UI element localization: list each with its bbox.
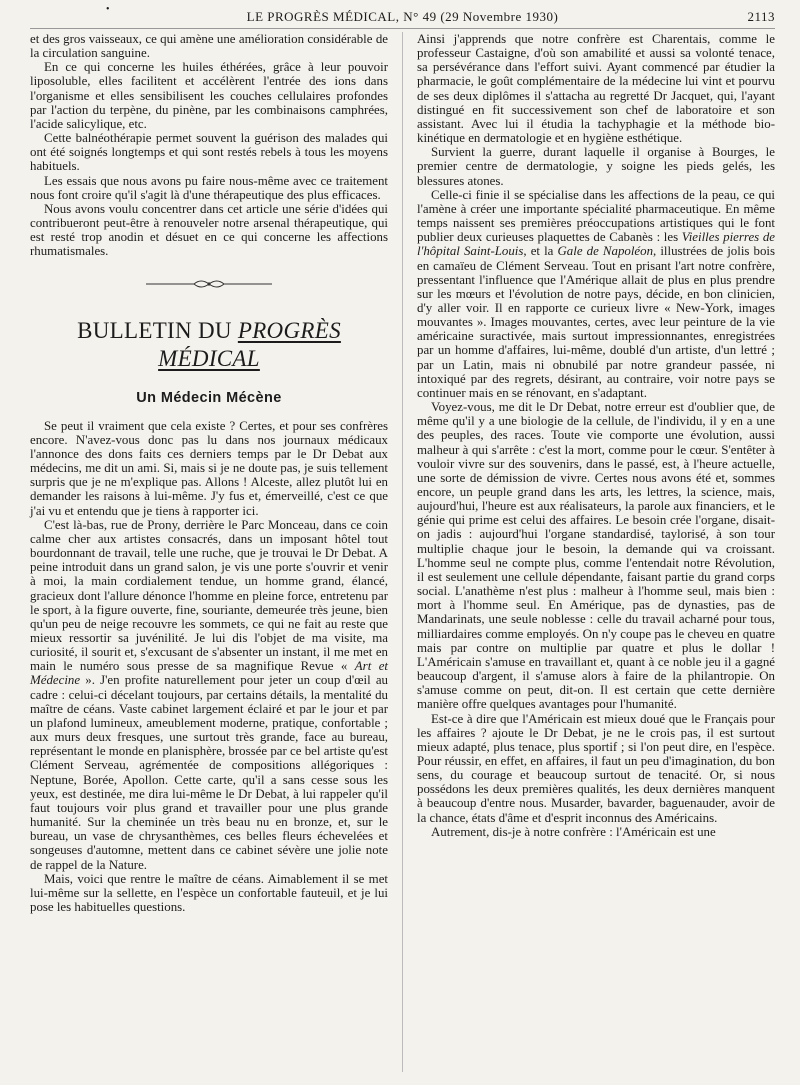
italic-run: Vieilles pierres de l'hôpital Saint-Louis <box>417 230 776 259</box>
text-run: C'est là-bas, rue de Prony, derrière le Parc Monceau, dans ce coin calme cher aux artistes consacrés, dans un imposant hôtel tout bourdonnant de travail, telle une ruche, que je trouvai le Dr Debat. A peine introduit dans un grand salon, je vis une porte s'ouvrir et venir à moi, la main cordialement tendue, un homme grand, élancé, gracieux dont l'allure dénonce l'homme en pleine force, entretenu par le sport, à la figure ouverte, fine, souriante, demeurée très jeune, bien qu'un peu de neige recouvre les sommets, ce qui ne fait au reste que mieux ressortir sa juvénilité. Je lui dis l'objet de ma visite, ma curiosité, il sourit et, s'excusant de s'absenter un instant, il me met en main le numéro sous presse de sa magnifique Revue « <box>30 517 388 674</box>
text-run: ». J'en profite naturellement pour jeter un coup d'œil au cadre : celui-ci décelant toujours, par certains détails, la mentalité du maître de céans. Vaste cabinet largement éclairé et par le jour et par un plafond lumineux, ameublement moderne, pratique, confortable ; aux murs deux fresques, une surtout très grande, face au bureau, représentant le monde en planisphère, brossée par ce bel artiste qu'est Clément Serveau, agrémentée de compositions allégoriques : Neptune, Borée, Apollon. Cette carte, qu'il a sans cesse sous les yeux, est destinée, me dira lui-même le Dr Debat, à lui rappeler qu'il faut toujours voir plus grand et travailler pour une plus grande humanité. Sur la cheminée un très beau nu en bronze, et, sur le bureau, un vase de chrysanthèmes, ces belles fleurs échevelées et songeuses d'automne, mettent dans ce cabinet sévère une jolie note de rappel de la Nature. <box>30 673 388 872</box>
page-number: 2113 <box>747 9 775 24</box>
paragraph: Autrement, dis-je à notre confrère : l'Américain est une <box>431 824 716 839</box>
paragraph: Survient la guerre, durant laquelle il organise à Bourges, le premier centre de dermatologie, y soigne les pieds gelés, les blessures atones. <box>417 145 775 188</box>
paragraph: Les essais que nous avons pu faire nous-même avec ce traitement nous font croire qu'il s'agit là d'une thérapeutique des plus efficaces. <box>30 173 388 202</box>
section-heading <box>30 317 388 373</box>
paragraph: Se peut il vraiment que cela existe ? Certes, et pour ses confrères encore. N'avez-vous donc pas lu dans nos journaux médicaux l'annonce des dons faits ces derniers temps par le Dr Debat aux médecins, me dit un ami. Si, mais si je ne doute pas, je suis tellement surpris que je ne m'explique pas. Allons ! Alceste, allez plutôt lui en demander les raisons à lui-même. J'y fus et, émerveillé, c'est ce que j'ai vu et entendu que je tiens à rapporter ici. <box>30 418 388 518</box>
paragraph: Nous avons voulu concentrer dans cet article une série d'idées qui contribueront peut-être à renouveler notre arsenal thérapeutique, qui est resté trop anodin et désuet en ce qui concerne les affections rhumatismales. <box>30 201 388 259</box>
italic-run: Art et Médecine <box>30 659 388 688</box>
paragraph: Cette balnéothérapie permet souvent la guérison des malades qui ont été soignés longtemps et qui sont restés rebels à tous les moyens habituels. <box>30 131 388 174</box>
paragraph: En ce qui concerne les huiles éthérées, grâce à leur pouvoir liposoluble, elles facilitent et accélèrent l'entrée des ions dans l'organisme et elles sensibilisent les couches cellulaires profondes par l'action du terpène, du pinène, par les combinaisons camphrées, l'acide salicylique, etc. <box>30 60 388 131</box>
paragraph: Mais, voici que rentre le maître de céans. Aimablement il se met lui-même sur la sellette, en l'espèce un confortable fauteuil, et je lui pose les habituelles questions. <box>30 871 388 914</box>
article-title: Un Médecin Mécène <box>136 389 282 406</box>
italic-run: Gale de Napoléon <box>557 244 654 259</box>
right-column <box>417 32 775 914</box>
paragraph: Ainsi j'apprends que notre confrère est Charentais, comme le professeur Castaigne, d'où son amabilité et aussi sa volonté tenace, sa persévérance dans l'effort suivi. Ayant commencé par étudier la pharmacie, le goût complémentaire de la médecine lui vint et pourvu de ses deux diplômes il s'attacha au regretté Dr Jacquet, qui, l'ayant distingué en fit successivement son chef de laboratoire et son assistant. Avec lui il étudia la tachyphagie et la méthode bio-kinétique en dermatologie et en hygiène esthétique. <box>417 32 775 146</box>
paragraph: et des gros vaisseaux, ce qui amène une amélioration considérable de la circulation sanguine. <box>30 32 388 61</box>
journal-page <box>30 6 775 1081</box>
left-column <box>30 32 388 914</box>
journal-title: LE PROGRÈS MÉDICAL, N° 49 (29 Novembre 1930) <box>246 9 559 24</box>
paragraph: Voyez-vous, me dit le Dr Debat, notre erreur est d'oublier que, de même qu'il y a une biologie de la cellule, de l'individu, il y en a une des peuples, des races. Toute vie comporte une évolution, aussi malheur à qui s'arrête : c'est la mort, comme pour le cœur. S'entêter à vouloir vivre sur des souvenirs, dans le passé, est, à l'heure actuelle, une sorte de démission de vivre. Certes nous avons été et, sommes encore, un peuple grand dans les arts, les lettres, la science, mais, aujourd'hui, l'heure est aux réalisateurs, la parole aux financiers, et le génie qui prime est celui des affaires. Le besoin crée l'organe, disait-on jadis : aujourd'hui l'organe standardisé, taylorisé, à son tour multiplie chaque jour le besoin, la demande qui va croissant. L'homme seul ne compte plus, comme l'entendait notre Révolution, il est seulement une cellule dépendante, faisant partie du grand corps social. L'anathème n'est plus : malheur à l'homme seul, mais bien : mort à l'homme seul. En Amérique, pas de dynasties, pas de Mandarinats, une seule noblesse : celle du travail acharné pour tous, milliardaires comme employés. On n'y coupe pas le cheveu en quatre mais par contre on multiplie par quatre et plus le dollar ! L'Américain s'amuse en travaillant et, quant à ce noble jeu il a gagné beaucoup d'argent, il s'amuse alors à faire de la philantropie. On s'amuse comme on peut, dit-on. Il est certain que cette dernière manière offre quelques avantages pour l'humanité. <box>417 400 775 712</box>
section-heading-prefix: BULLETIN DU <box>77 317 238 343</box>
running-head <box>30 6 775 29</box>
text-run: , et la <box>523 244 558 259</box>
header-mark: • <box>106 4 111 15</box>
paragraph: Est-ce à dire que l'Américain est mieux doué que le Français pour les affaires ? ajoute le Dr Debat, je ne le crois pas, il est surtout mieux adapté, plus tenace, plus sportif ; si l'on peut dire, en l'espèce. Pour réussir, en effet, en affaires, il faut un peu d'imagination, du bon sens, du courage et beaucoup surtout de tenacité. Or, si nous possédons les deux premières qualités, les deux dernières manquent à beaucoup d'entre nous. Musarder, bavarder, baguenauder, avoir de la chance, états d'âme et d'esprit inconnus des Américains. <box>417 711 775 825</box>
section-heading-italic: PROGRÈS MÉDICAL <box>158 317 341 371</box>
section-ornament <box>144 277 274 291</box>
two-column-body <box>30 32 775 914</box>
paragraph <box>417 188 775 400</box>
text-run: Celle-ci finie il se spécialise dans les affections de la peau, ce qui l'amène à créer une importante spécialité pharmaceutique. En même temps naissent ses premières préoccupations artistiques qui le font publier deux curieuses plaquettes de Cabanès : les <box>417 187 775 245</box>
paragraph <box>30 518 388 872</box>
text-run: , illustrées de jolis bois en camaïeu de Clément Serveau. Tout en prisant l'art notre confrère, pressentant l'influence que l'Amérique allait de plus en plus prendre sur les mœurs et l'évolution de notre pays, décide, en bon clinicien, d'y aller voir. Il en rapporte ce curieux livre « New-York, images mouvantes ». Images mouvantes, certes, avec leur peinture de la vie américaine suractivée, mais surtout impressionnantes, enregistrées par un homme d'affaires, lui-même, doublé d'un artiste, d'un lettré ; par un Latin, mais ni obnubilé par notre grandeur passée, ni intoxiqué par des regrets, désirant, au contraire, voir notre pays se continuer mais en se rénovant, en s'adaptant. <box>417 244 775 400</box>
